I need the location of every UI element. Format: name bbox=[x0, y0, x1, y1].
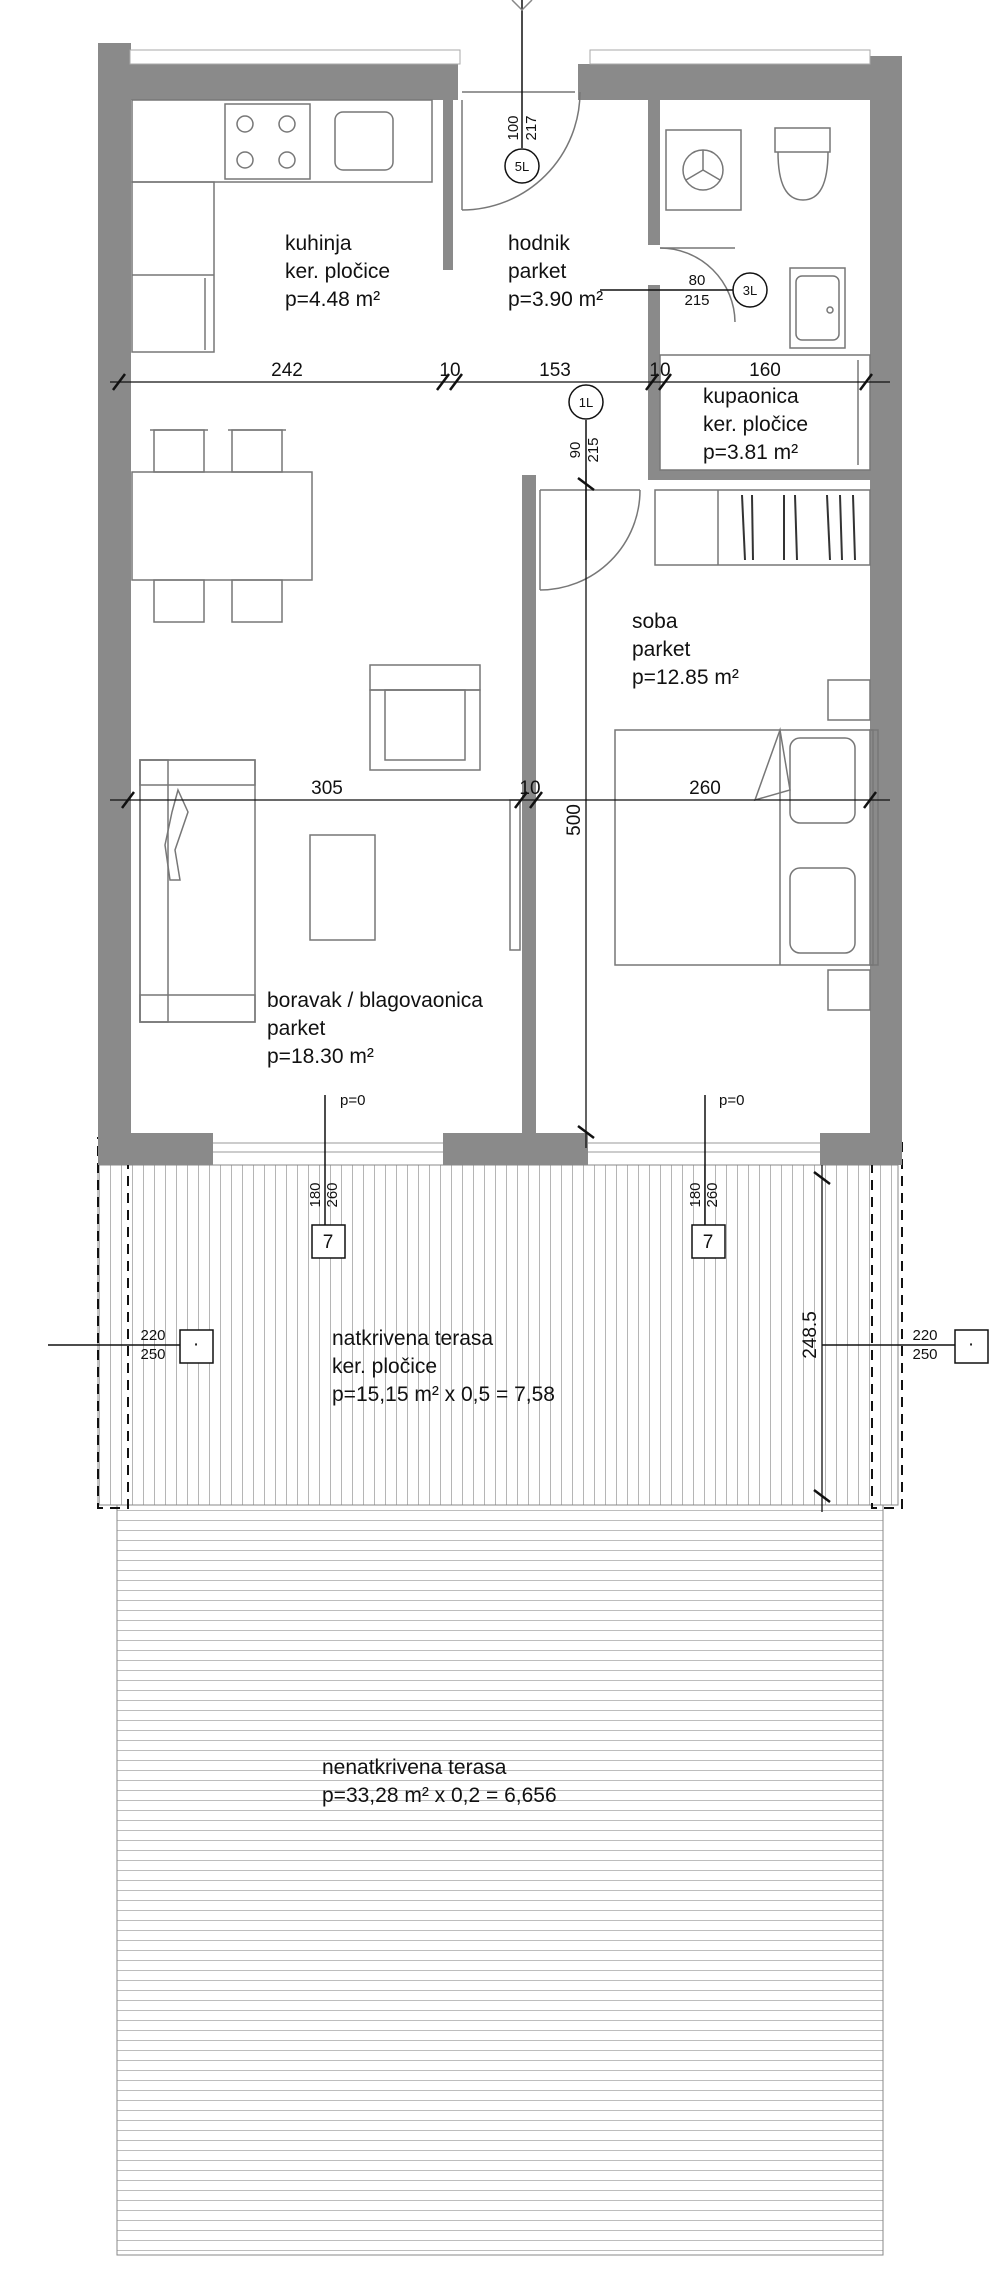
covered-terrace bbox=[98, 1165, 898, 1505]
dim-vertical-500: 500 bbox=[564, 804, 585, 836]
dining-table bbox=[132, 430, 312, 622]
room-area-uncovered-terrace: p=33,28 m² x 0,2 = 6,656 bbox=[322, 1784, 557, 1807]
dim-middle-260: 260 bbox=[689, 778, 721, 799]
window-bedroom-width: 180 bbox=[687, 1182, 704, 1208]
room-area-kitchen: p=4.48 m² bbox=[285, 288, 381, 311]
dim-upper-10b: 10 bbox=[649, 360, 671, 381]
window-terrace-right-tag: · bbox=[967, 1334, 975, 1355]
dim-upper-10a: 10 bbox=[439, 360, 461, 381]
room-area-living: p=18.30 m² bbox=[267, 1045, 374, 1068]
window-terrace-left-width: 220 bbox=[140, 1327, 166, 1344]
room-name-uncovered-terrace: nenatkrivena terasa bbox=[322, 1756, 507, 1779]
room-floor-bathroom: ker. pločice bbox=[703, 413, 809, 436]
window-terrace-left-tag: · bbox=[192, 1334, 200, 1355]
room-name-bathroom: kupaonica bbox=[703, 385, 799, 408]
window-terrace-right-height: 250 bbox=[912, 1346, 938, 1363]
window-living-height: 260 bbox=[324, 1182, 341, 1208]
room-area-bedroom: p=12.85 m² bbox=[632, 666, 739, 689]
dim-upper-242: 242 bbox=[271, 360, 303, 381]
room-name-bedroom: soba bbox=[632, 610, 678, 633]
door-1l-tag: 1L bbox=[578, 395, 594, 410]
door-5l-height: 217 bbox=[523, 115, 540, 141]
door-5l-tag: 5L bbox=[514, 159, 530, 174]
window-terrace-left-height: 250 bbox=[140, 1346, 166, 1363]
window-bedroom-sill: p=0 bbox=[719, 1092, 745, 1109]
window-bedroom bbox=[588, 1143, 820, 1152]
room-floor-bedroom: parket bbox=[632, 638, 691, 661]
room-area-bathroom: p=3.81 m² bbox=[703, 441, 799, 464]
window-bedroom-height: 260 bbox=[704, 1182, 721, 1208]
dim-middle-305: 305 bbox=[311, 778, 343, 799]
door-marker-1l bbox=[569, 385, 603, 560]
dim-terrace-248: 248.5 bbox=[800, 1311, 821, 1359]
dim-upper-160: 160 bbox=[749, 360, 781, 381]
door-1l-height: 215 bbox=[585, 437, 602, 463]
dim-middle-10: 10 bbox=[519, 778, 541, 799]
window-living bbox=[213, 1143, 443, 1152]
room-area-hall: p=3.90 m² bbox=[508, 288, 604, 311]
sofa bbox=[140, 760, 255, 1022]
door-3l-width: 80 bbox=[688, 272, 706, 289]
kitchen-counter bbox=[132, 100, 432, 352]
bed bbox=[615, 680, 878, 1010]
room-floor-hall: parket bbox=[508, 260, 567, 283]
window-living-tag: 7 bbox=[322, 1232, 334, 1253]
room-name-covered-terrace: natkrivena terasa bbox=[332, 1327, 494, 1350]
room-floor-covered-terrace: ker. pločice bbox=[332, 1355, 438, 1378]
window-living-sill: p=0 bbox=[340, 1092, 366, 1109]
armchair bbox=[370, 665, 480, 770]
window-terrace-right-width: 220 bbox=[912, 1327, 938, 1344]
door-1l-width: 90 bbox=[567, 441, 584, 459]
room-name-hall: hodnik bbox=[508, 232, 570, 255]
wardrobe bbox=[655, 490, 870, 565]
room-area-covered-terrace: p=15,15 m² x 0,5 = 7,58 bbox=[332, 1383, 555, 1406]
dim-upper-153: 153 bbox=[539, 360, 571, 381]
room-name-kitchen: kuhinja bbox=[285, 232, 352, 255]
door-5l-width: 100 bbox=[505, 115, 522, 141]
door-3l-tag: 3L bbox=[742, 283, 758, 298]
window-bedroom-tag: 7 bbox=[702, 1232, 714, 1253]
tv-unit bbox=[510, 800, 520, 950]
room-name-living: boravak / blagovaonica bbox=[267, 989, 483, 1012]
window-living-width: 180 bbox=[307, 1182, 324, 1208]
door-3l-height: 215 bbox=[684, 292, 710, 309]
room-floor-kitchen: ker. pločice bbox=[285, 260, 391, 283]
walls bbox=[98, 43, 902, 1165]
uncovered-terrace bbox=[117, 1505, 883, 2255]
door-swing-bedroom bbox=[540, 490, 640, 590]
room-floor-living: parket bbox=[267, 1017, 326, 1040]
coffee-table bbox=[310, 835, 375, 940]
